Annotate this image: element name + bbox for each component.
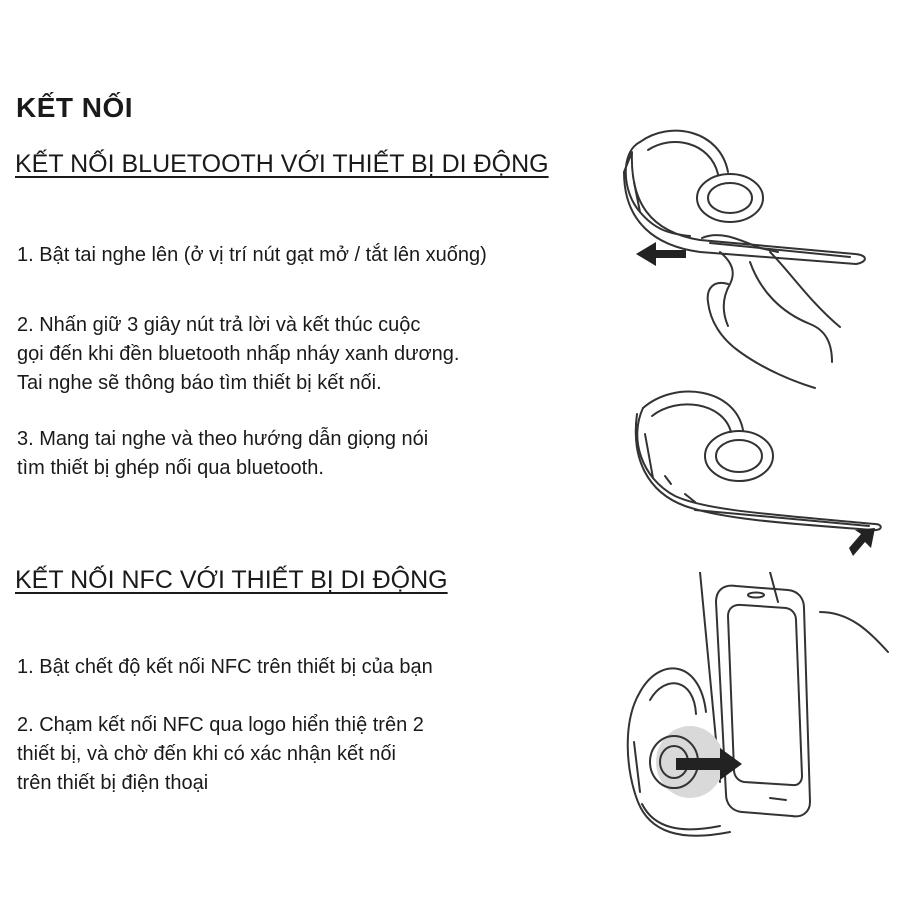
bluetooth-step-1 [17,241,487,270]
step-line: thiết bị, và chờ đến khi có xác nhận kết nối [17,743,396,765]
step-line: 1. Bật chết độ kết nối NFC trên thiết bị của bạn [17,656,433,678]
step-line: tìm thiết bị ghép nối qua bluetooth. [17,457,324,479]
nfc-step-1 [17,653,433,682]
step-line: trên thiết bị điện thoại [17,772,209,794]
nfc-section-heading: KẾT NỐI NFC VỚI THIẾT BỊ DI ĐỘNG [15,566,448,594]
bluetooth-step-2 [17,311,459,398]
step-line: 3. Mang tai nghe và theo hướng dẫn giọng nói [17,428,429,450]
page-title: KẾT NỐI [16,92,134,123]
nfc-step-2 [17,711,424,798]
bluetooth-step-3 [17,425,428,483]
headset-nfc-phone-icon [620,572,890,882]
step-line: 2. Nhấn giữ 3 giây nút trả lời và kết thúc cuộc [17,314,421,336]
step-line: Tai nghe sẽ thông báo tìm thiết bị kết nối. [17,372,382,394]
step-line: 1. Bật tai nghe lên (ở vị trí nút gạt mở / tắt lên xuống) [17,244,487,266]
bluetooth-section-heading: KẾT NỐI BLUETOOTH VỚI THIẾT BỊ DI ĐỘNG [15,150,549,178]
step-line: gọi đến khi đền bluetooth nhấp nháy xanh dương. [17,343,460,365]
headset-call-button-icon [625,378,887,568]
step-line: 2. Chạm kết nối NFC qua logo hiển thiệ trên 2 [17,714,424,736]
headset-power-switch-icon [610,112,880,390]
